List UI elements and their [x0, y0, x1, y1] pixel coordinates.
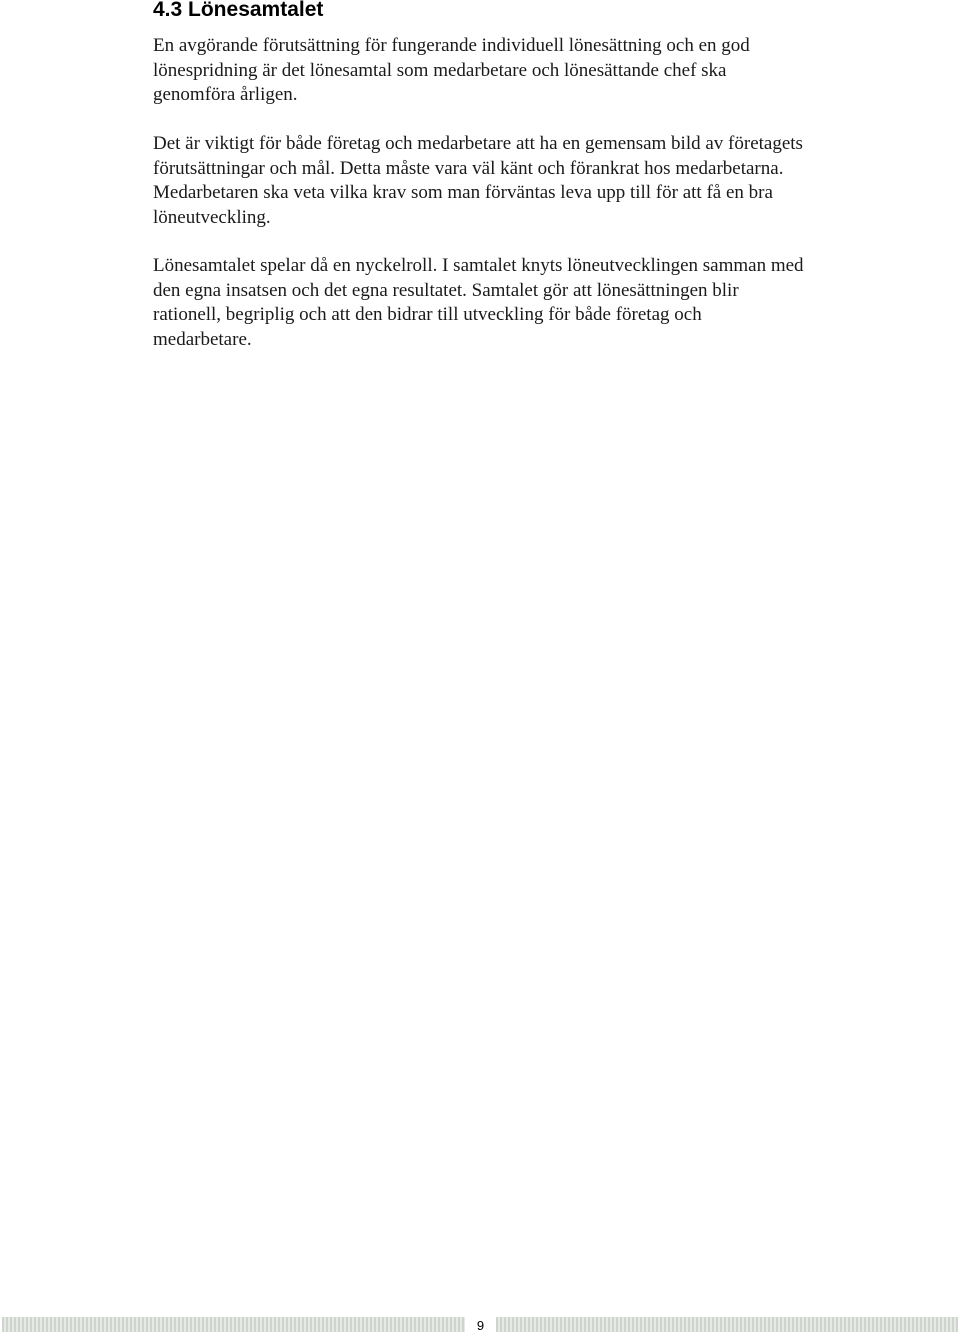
paragraph-line: rationell, begriplig och att den bidrar till utveckling för både företag och: [153, 304, 702, 325]
footer-bar-left: [2, 1317, 465, 1332]
paragraph-line: Det är viktigt för både företag och medarbetare att ha en gemensam bild av företagets: [153, 133, 803, 154]
page-footer: [0, 1314, 960, 1336]
page-number: 9: [476, 1318, 485, 1333]
paragraph-3: [153, 254, 893, 352]
footer-bar-right: [496, 1317, 958, 1332]
paragraph-1: [153, 34, 893, 108]
section-heading: 4.3 Lönesamtalet: [153, 0, 324, 21]
paragraph-line: lönespridning är det lönesamtal som medarbetare och lönesättande chef ska: [153, 59, 727, 81]
paragraph-line: En avgörande förutsättning för fungerande individuell lönesättning och en god: [153, 35, 750, 56]
paragraph-line: Lönesamtalet spelar då en nyckelroll. I samtalet knyts löneutvecklingen samman med: [153, 255, 804, 276]
paragraph-line: medarbetare.: [153, 328, 252, 350]
paragraph-2: [153, 132, 893, 230]
paragraph-line: genomföra årligen.: [153, 84, 298, 105]
paragraph-line: den egna insatsen och det egna resultatet. Samtalet gör att lönesättningen blir: [153, 279, 739, 301]
paragraph-line: förutsättningar och mål. Detta måste vara väl känt och förankrat hos medarbetarna.: [153, 157, 784, 179]
paragraph-line: Medarbetaren ska veta vilka krav som man förväntas leva upp till för att få en bra: [153, 182, 773, 203]
paragraph-line: löneutveckling.: [153, 206, 271, 228]
